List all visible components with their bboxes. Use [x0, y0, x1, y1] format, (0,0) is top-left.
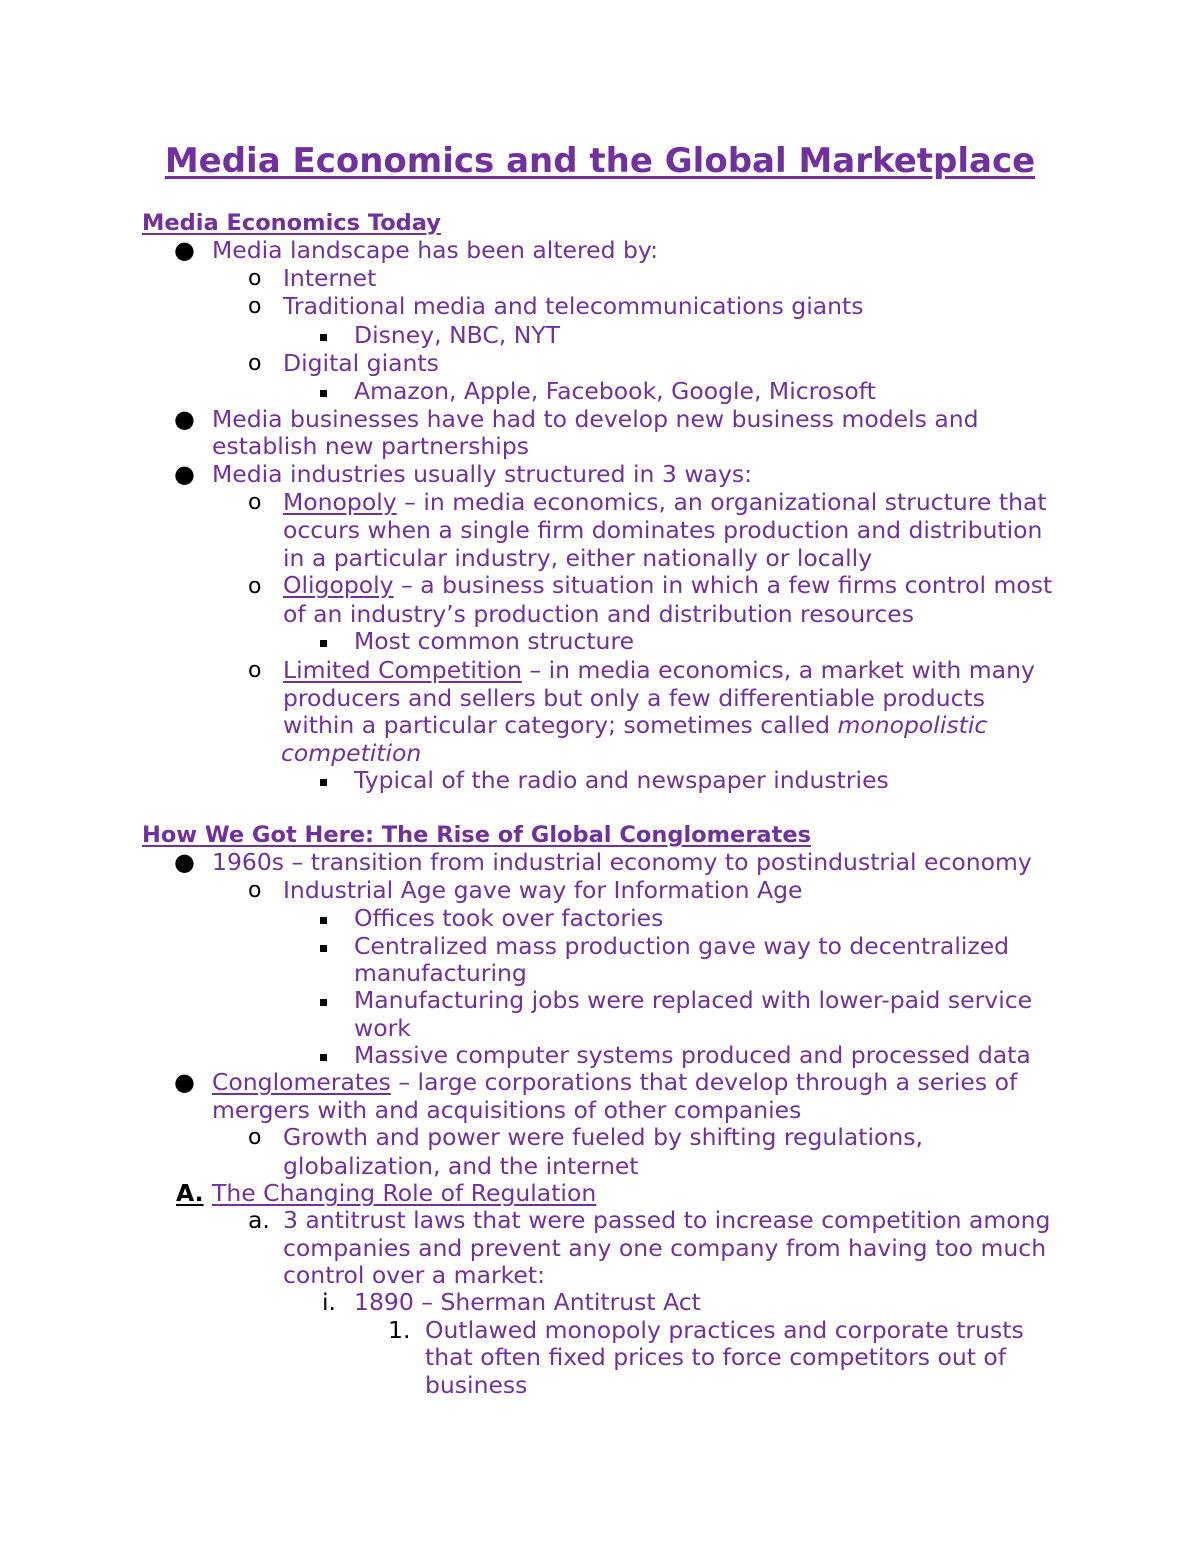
- list-item: Most common structure: [354, 627, 635, 655]
- list-item: Industrial Age gave way for Information Age: [283, 876, 803, 904]
- list-item: 1960s – transition from industrial economy to postindustrial economy: [212, 848, 1032, 876]
- bullet-square-icon: [320, 945, 327, 952]
- list-item: Media businesses have had to develop new business models and: [212, 405, 979, 433]
- list-item: Outlawed monopoly practices and corporate trusts: [425, 1316, 1024, 1344]
- list-item: Amazon, Apple, Facebook, Google, Microsoft: [354, 377, 876, 405]
- list-label-a-upper: A.: [176, 1179, 204, 1207]
- list-item: Media industries usually structured in 3 ways:: [212, 460, 753, 488]
- bullet-circle-icon: o: [248, 574, 262, 599]
- list-item: Media landscape has been altered by:: [212, 236, 659, 264]
- bullet-circle-icon: o: [248, 878, 262, 903]
- definition-text: within a particular category; sometimes called: [283, 711, 838, 739]
- list-item-continuation: business: [425, 1371, 528, 1399]
- bullet-circle-icon: o: [248, 351, 262, 376]
- definition-text: – in media economics, an organizational structure that: [396, 488, 1047, 516]
- definition-text: – a business situation in which a few firms control most: [393, 571, 1053, 599]
- list-item-continuation: producers and sellers but only a few differentiable products: [283, 684, 985, 712]
- term-oligopoly: Oligopoly: [283, 571, 394, 599]
- list-item-continuation: mergers with and acquisitions of other companies: [212, 1096, 802, 1124]
- bullet-dot-icon: ●: [174, 405, 195, 433]
- bullet-circle-icon: o: [248, 266, 262, 291]
- definition-text: – in media economics, a market with many: [521, 656, 1035, 684]
- definition-conglomerates: [212, 1068, 1017, 1096]
- subsection-title: The Changing Role of Regulation: [212, 1179, 597, 1207]
- list-item: Internet: [283, 264, 377, 292]
- section-heading-media-economics-today: Media Economics Today: [142, 210, 441, 236]
- definition-limited-competition: [283, 656, 1035, 684]
- list-item-continuation: of an industry’s production and distribution resources: [283, 600, 914, 628]
- list-item-continuation: establish new partnerships: [212, 432, 529, 460]
- italic-term-continuation: competition: [281, 739, 422, 767]
- italic-term: monopolistic: [837, 711, 988, 739]
- list-item: Traditional media and telecommunications giants: [283, 292, 864, 320]
- list-item-continuation: work: [354, 1014, 411, 1042]
- bullet-dot-icon: ●: [174, 848, 195, 876]
- list-label-1: 1.: [388, 1316, 411, 1344]
- term-limited-competition: Limited Competition: [283, 656, 522, 684]
- bullet-square-icon: [320, 1054, 327, 1061]
- bullet-square-icon: [320, 390, 327, 397]
- term-conglomerates: Conglomerates: [212, 1068, 391, 1096]
- document-title: Media Economics and the Global Marketplace: [164, 141, 1036, 181]
- bullet-dot-icon: ●: [174, 1068, 195, 1096]
- bullet-circle-icon: o: [248, 490, 262, 515]
- bullet-dot-icon: ●: [174, 460, 195, 488]
- bullet-square-icon: [320, 779, 327, 786]
- list-item-continuation: [283, 711, 987, 739]
- list-item-continuation: companies and prevent any one company from having too much: [283, 1234, 1047, 1262]
- list-item: Offices took over factories: [354, 904, 664, 932]
- list-item-continuation: in a particular industry, either nationally or locally: [283, 544, 873, 572]
- list-item: Digital giants: [283, 349, 439, 377]
- bullet-circle-icon: o: [248, 294, 262, 319]
- list-item-continuation: control over a market:: [283, 1261, 545, 1289]
- list-item: 3 antitrust laws that were passed to increase competition among: [283, 1206, 1051, 1234]
- list-item: Typical of the radio and newspaper industries: [354, 766, 889, 794]
- list-item: Manufacturing jobs were replaced with lower-paid service: [354, 986, 1033, 1014]
- list-label-a-lower: a.: [248, 1206, 270, 1234]
- list-item-continuation: occurs when a single firm dominates production and distribution: [283, 516, 1043, 544]
- list-item: Centralized mass production gave way to decentralized: [354, 932, 1010, 960]
- bullet-square-icon: [320, 999, 327, 1006]
- definition-monopoly: [283, 488, 1047, 516]
- list-item-continuation: that often fixed prices to force competitors out of: [425, 1343, 1007, 1371]
- bullet-square-icon: [320, 917, 327, 924]
- bullet-circle-icon: o: [248, 658, 262, 683]
- bullet-dot-icon: ●: [174, 236, 195, 264]
- list-item: Growth and power were fueled by shifting regulations,: [283, 1123, 923, 1151]
- bullet-circle-icon: o: [248, 1125, 262, 1150]
- list-item: Disney, NBC, NYT: [354, 321, 560, 349]
- list-item-continuation: manufacturing: [354, 959, 527, 987]
- bullet-square-icon: [320, 334, 327, 341]
- list-item: Massive computer systems produced and processed data: [354, 1041, 1031, 1069]
- section-heading-rise-of-global-conglomerates: How We Got Here: The Rise of Global Conglomerates: [142, 822, 812, 848]
- term-monopoly: Monopoly: [283, 488, 397, 516]
- definition-text: – large corporations that develop through a series of: [390, 1068, 1018, 1096]
- list-label-i: i.: [322, 1288, 336, 1316]
- bullet-square-icon: [320, 640, 327, 647]
- list-item-continuation: globalization, and the internet: [283, 1152, 639, 1180]
- list-item: 1890 – Sherman Antitrust Act: [354, 1288, 701, 1316]
- definition-oligopoly: [283, 571, 1052, 599]
